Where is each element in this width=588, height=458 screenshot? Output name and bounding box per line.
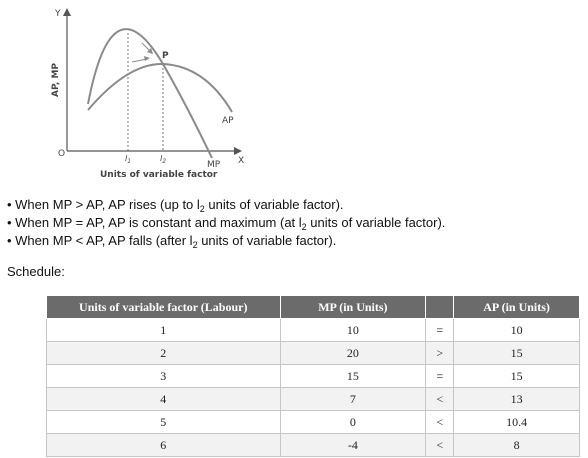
cell-comparison: <: [426, 411, 454, 434]
cell-ap: 10.4: [454, 411, 580, 434]
cell-comparison: >: [426, 342, 454, 365]
cell-mp: -4: [280, 434, 426, 457]
ap-curve-label: AP: [222, 116, 234, 126]
mp-curve: [88, 29, 212, 158]
header-mp: MP (in Units): [280, 296, 426, 319]
y-axis-arrow: [63, 8, 71, 16]
cell-mp: 10: [280, 319, 426, 342]
condition-item-constant: • When MP = AP, AP is constant and maximum (at $l_2$ units of variable factor).: [7, 215, 446, 232]
cell-units: 3: [47, 365, 281, 388]
mp-curve-label: MP: [207, 160, 221, 170]
table-row: [47, 434, 580, 457]
cell-comparison: =: [426, 365, 454, 388]
ap-direction-arrowhead: [144, 56, 150, 61]
x-axis-label: Units of variable factor: [100, 170, 218, 180]
y-axis-letter: Y: [55, 9, 61, 19]
cell-units: 2: [47, 342, 281, 365]
cell-ap: 8: [454, 434, 580, 457]
header-comparison: [426, 296, 454, 319]
schedule-table: [46, 295, 580, 457]
cell-comparison: =: [426, 319, 454, 342]
cell-ap: 15: [454, 365, 580, 388]
table-header-row: [47, 296, 580, 319]
cell-mp: 0: [280, 411, 426, 434]
cell-comparison: <: [426, 434, 454, 457]
cell-ap: 13: [454, 388, 580, 411]
cell-mp: 7: [280, 388, 426, 411]
cell-units: 6: [47, 434, 281, 457]
ap-mp-diagram: [0, 0, 280, 185]
cell-ap: 15: [454, 342, 580, 365]
cell-ap: 10: [454, 319, 580, 342]
cell-units: 1: [47, 319, 281, 342]
cell-mp: 15: [280, 365, 426, 388]
header-ap: AP (in Units): [454, 296, 580, 319]
condition-item-falling: • When MP < AP, AP falls (after $l_2$ units of variable factor).: [7, 233, 337, 250]
cell-mp: 20: [280, 342, 426, 365]
table-row: [47, 388, 580, 411]
condition-item-rising: • When MP > AP, AP rises (up to $l_2$ units of variable factor).: [7, 197, 344, 214]
cell-comparison: <: [426, 388, 454, 411]
table-row: [47, 365, 580, 388]
schedule-heading: Schedule:: [7, 264, 65, 279]
y-axis-label: AP, MP: [51, 62, 61, 97]
cell-units: 5: [47, 411, 281, 434]
point-p-label: P: [162, 51, 169, 61]
tick-l2-label: $l_2$: [160, 154, 167, 165]
header-units: Units of variable factor (Labour): [47, 296, 281, 319]
cell-units: 4: [47, 388, 281, 411]
table-row: [47, 411, 580, 434]
ap-curve: [88, 64, 232, 112]
table-row: [47, 319, 580, 342]
tick-l1-label: $l_1$: [125, 154, 132, 165]
condition-list: [7, 196, 582, 250]
table-row: [47, 342, 580, 365]
ap-mp-graph: [0, 0, 280, 185]
x-axis-letter: X: [238, 156, 245, 166]
origin-label: O: [58, 149, 66, 159]
x-axis-arrow: [234, 147, 242, 155]
